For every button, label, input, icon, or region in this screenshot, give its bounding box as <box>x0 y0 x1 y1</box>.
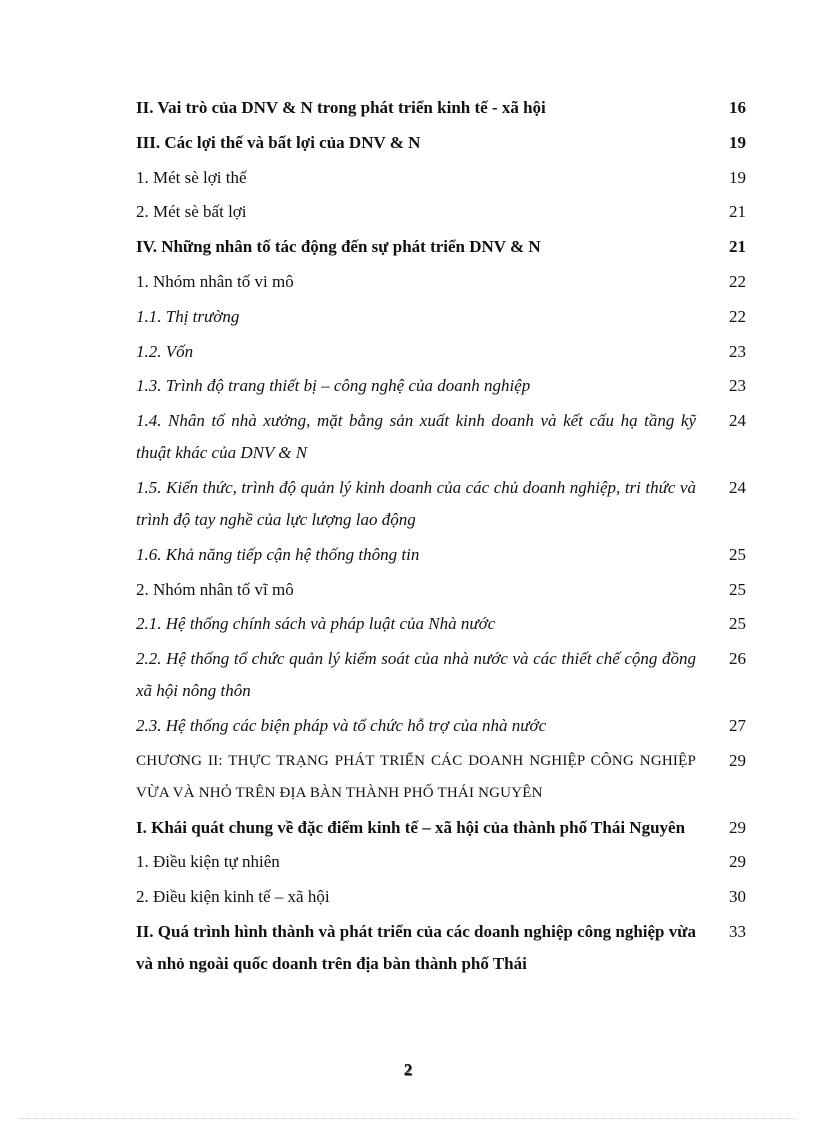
toc-entry-text: 1. Mét sè lợi thế <box>136 167 247 187</box>
toc-entry <box>136 539 746 571</box>
toc-entry <box>136 608 746 640</box>
toc-entry-page: 19 <box>729 167 746 187</box>
toc-entry-text: 1.5. Kiến thức, trình độ quản lý kinh doanh của các chủ doanh nghiệp, tri thức và trình độ tay nghề của lực lượng lao động <box>136 477 696 529</box>
toc-entry-page: 21 <box>729 202 746 222</box>
toc-entry-page: 19 <box>729 132 746 152</box>
toc-entry <box>136 574 746 606</box>
toc-entry-page: 27 <box>729 715 746 735</box>
toc-entry <box>136 92 746 124</box>
toc-entry-page: 22 <box>729 306 746 326</box>
toc-entry <box>136 846 746 878</box>
toc-entry-page: 22 <box>729 271 746 291</box>
toc-entry-page: 30 <box>729 887 746 907</box>
toc-entry-text: IV. Những nhân tố tác động đến sự phát triển DNV & N <box>136 237 541 257</box>
toc-entry <box>136 266 746 298</box>
toc-entry-text: II. Vai trò của DNV & N trong phát triển kinh tế - xã hội <box>136 98 546 117</box>
toc-entry <box>136 643 746 707</box>
toc-entry-page: 29 <box>729 750 746 770</box>
toc-entry-page: 24 <box>729 477 746 497</box>
toc-entry-page: 25 <box>729 579 746 599</box>
toc-entry-text: 1.1. Thị trường <box>136 306 240 326</box>
toc-entry-page: 26 <box>729 649 746 669</box>
toc-entry-text: CHƯƠNG II: THỰC TRẠNG PHÁT TRIỂN CÁC DOANH NGHIỆP CÔNG NGHIỆP VỪA VÀ NHỎ TRÊN ĐỊA BÀN THÀNH PHỐ THÁI NGUYÊN <box>136 752 696 801</box>
toc-entry-page: 29 <box>729 817 746 837</box>
toc-entry-page: 23 <box>729 376 746 396</box>
toc-entry-text: 2. Điều kiện kinh tế – xã hội <box>136 887 330 907</box>
toc-entry <box>136 812 746 844</box>
toc-entry <box>136 231 746 263</box>
toc-entry <box>136 405 746 469</box>
toc-entry-text: 2. Nhóm nhân tố vĩ mô <box>136 579 294 599</box>
toc-entry-text: 1.4. Nhân tố nhà xưởng, mặt bằng sản xuất kinh doanh và kết cấu hạ tầng kỹ thuật khác của DNV & N <box>136 411 696 463</box>
toc-entry-text: 2.1. Hệ thống chính sách và pháp luật của Nhà nước <box>136 614 496 634</box>
toc-entry-page: 29 <box>729 852 746 872</box>
toc-entry-text: 2. Mét sè bất lợi <box>136 202 247 222</box>
toc-entry-text: 2.3. Hệ thống các biện pháp và tổ chức hỗ trợ của nhà nước <box>136 715 547 735</box>
toc-entry-text: II. Quá trình hình thành và phát triển của các doanh nghiệp công nghiệp vừa và nhỏ ngoài quốc doanh trên địa bàn thành phố Thái <box>136 921 696 973</box>
toc-entry <box>136 881 746 913</box>
toc-entry-text: 1.3. Trình độ trang thiết bị – công nghệ của doanh nghiệp <box>136 376 531 396</box>
toc-entry <box>136 162 746 194</box>
toc-entry-page: 21 <box>729 237 746 257</box>
toc-entry <box>136 916 746 980</box>
toc-entry <box>136 710 746 742</box>
toc-entry-page: 24 <box>729 411 746 431</box>
toc-entry <box>136 336 746 368</box>
toc-entry-text: I. Khái quát chung về đặc điểm kinh tế – xã hội của thành phố Thái Nguyên <box>136 817 686 837</box>
toc-entry-text: 2.2. Hệ thống tổ chức quản lý kiểm soát của nhà nước và các thiết chế cộng đồng xã hội nông thôn <box>136 649 696 701</box>
toc-entry <box>136 127 746 159</box>
toc-entry-text: 1. Điều kiện tự nhiên <box>136 852 280 872</box>
toc-entry-text: 1.6. Khả năng tiếp cận hệ thống thông tin <box>136 544 420 564</box>
toc-entry-text: 1. Nhóm nhân tố vi mô <box>136 271 294 291</box>
toc-entry-text: III. Các lợi thế và bất lợi của DNV & N <box>136 132 421 152</box>
toc-entry-page: 33 <box>729 921 746 941</box>
toc-entry-page: 25 <box>729 614 746 634</box>
toc-entry-page: 23 <box>729 341 746 361</box>
toc-entry-page: 25 <box>729 544 746 564</box>
toc-entry-page: 16 <box>729 98 746 117</box>
toc-entry-text: 1.2. Vốn <box>136 341 194 361</box>
toc-entry <box>136 745 746 809</box>
page-number: 2 <box>403 1060 413 1079</box>
table-of-contents <box>136 92 746 983</box>
toc-entry <box>136 370 746 402</box>
toc-entry <box>136 472 746 536</box>
toc-entry <box>136 196 746 228</box>
page-bottom-divider <box>20 1118 796 1119</box>
toc-entry <box>136 301 746 333</box>
